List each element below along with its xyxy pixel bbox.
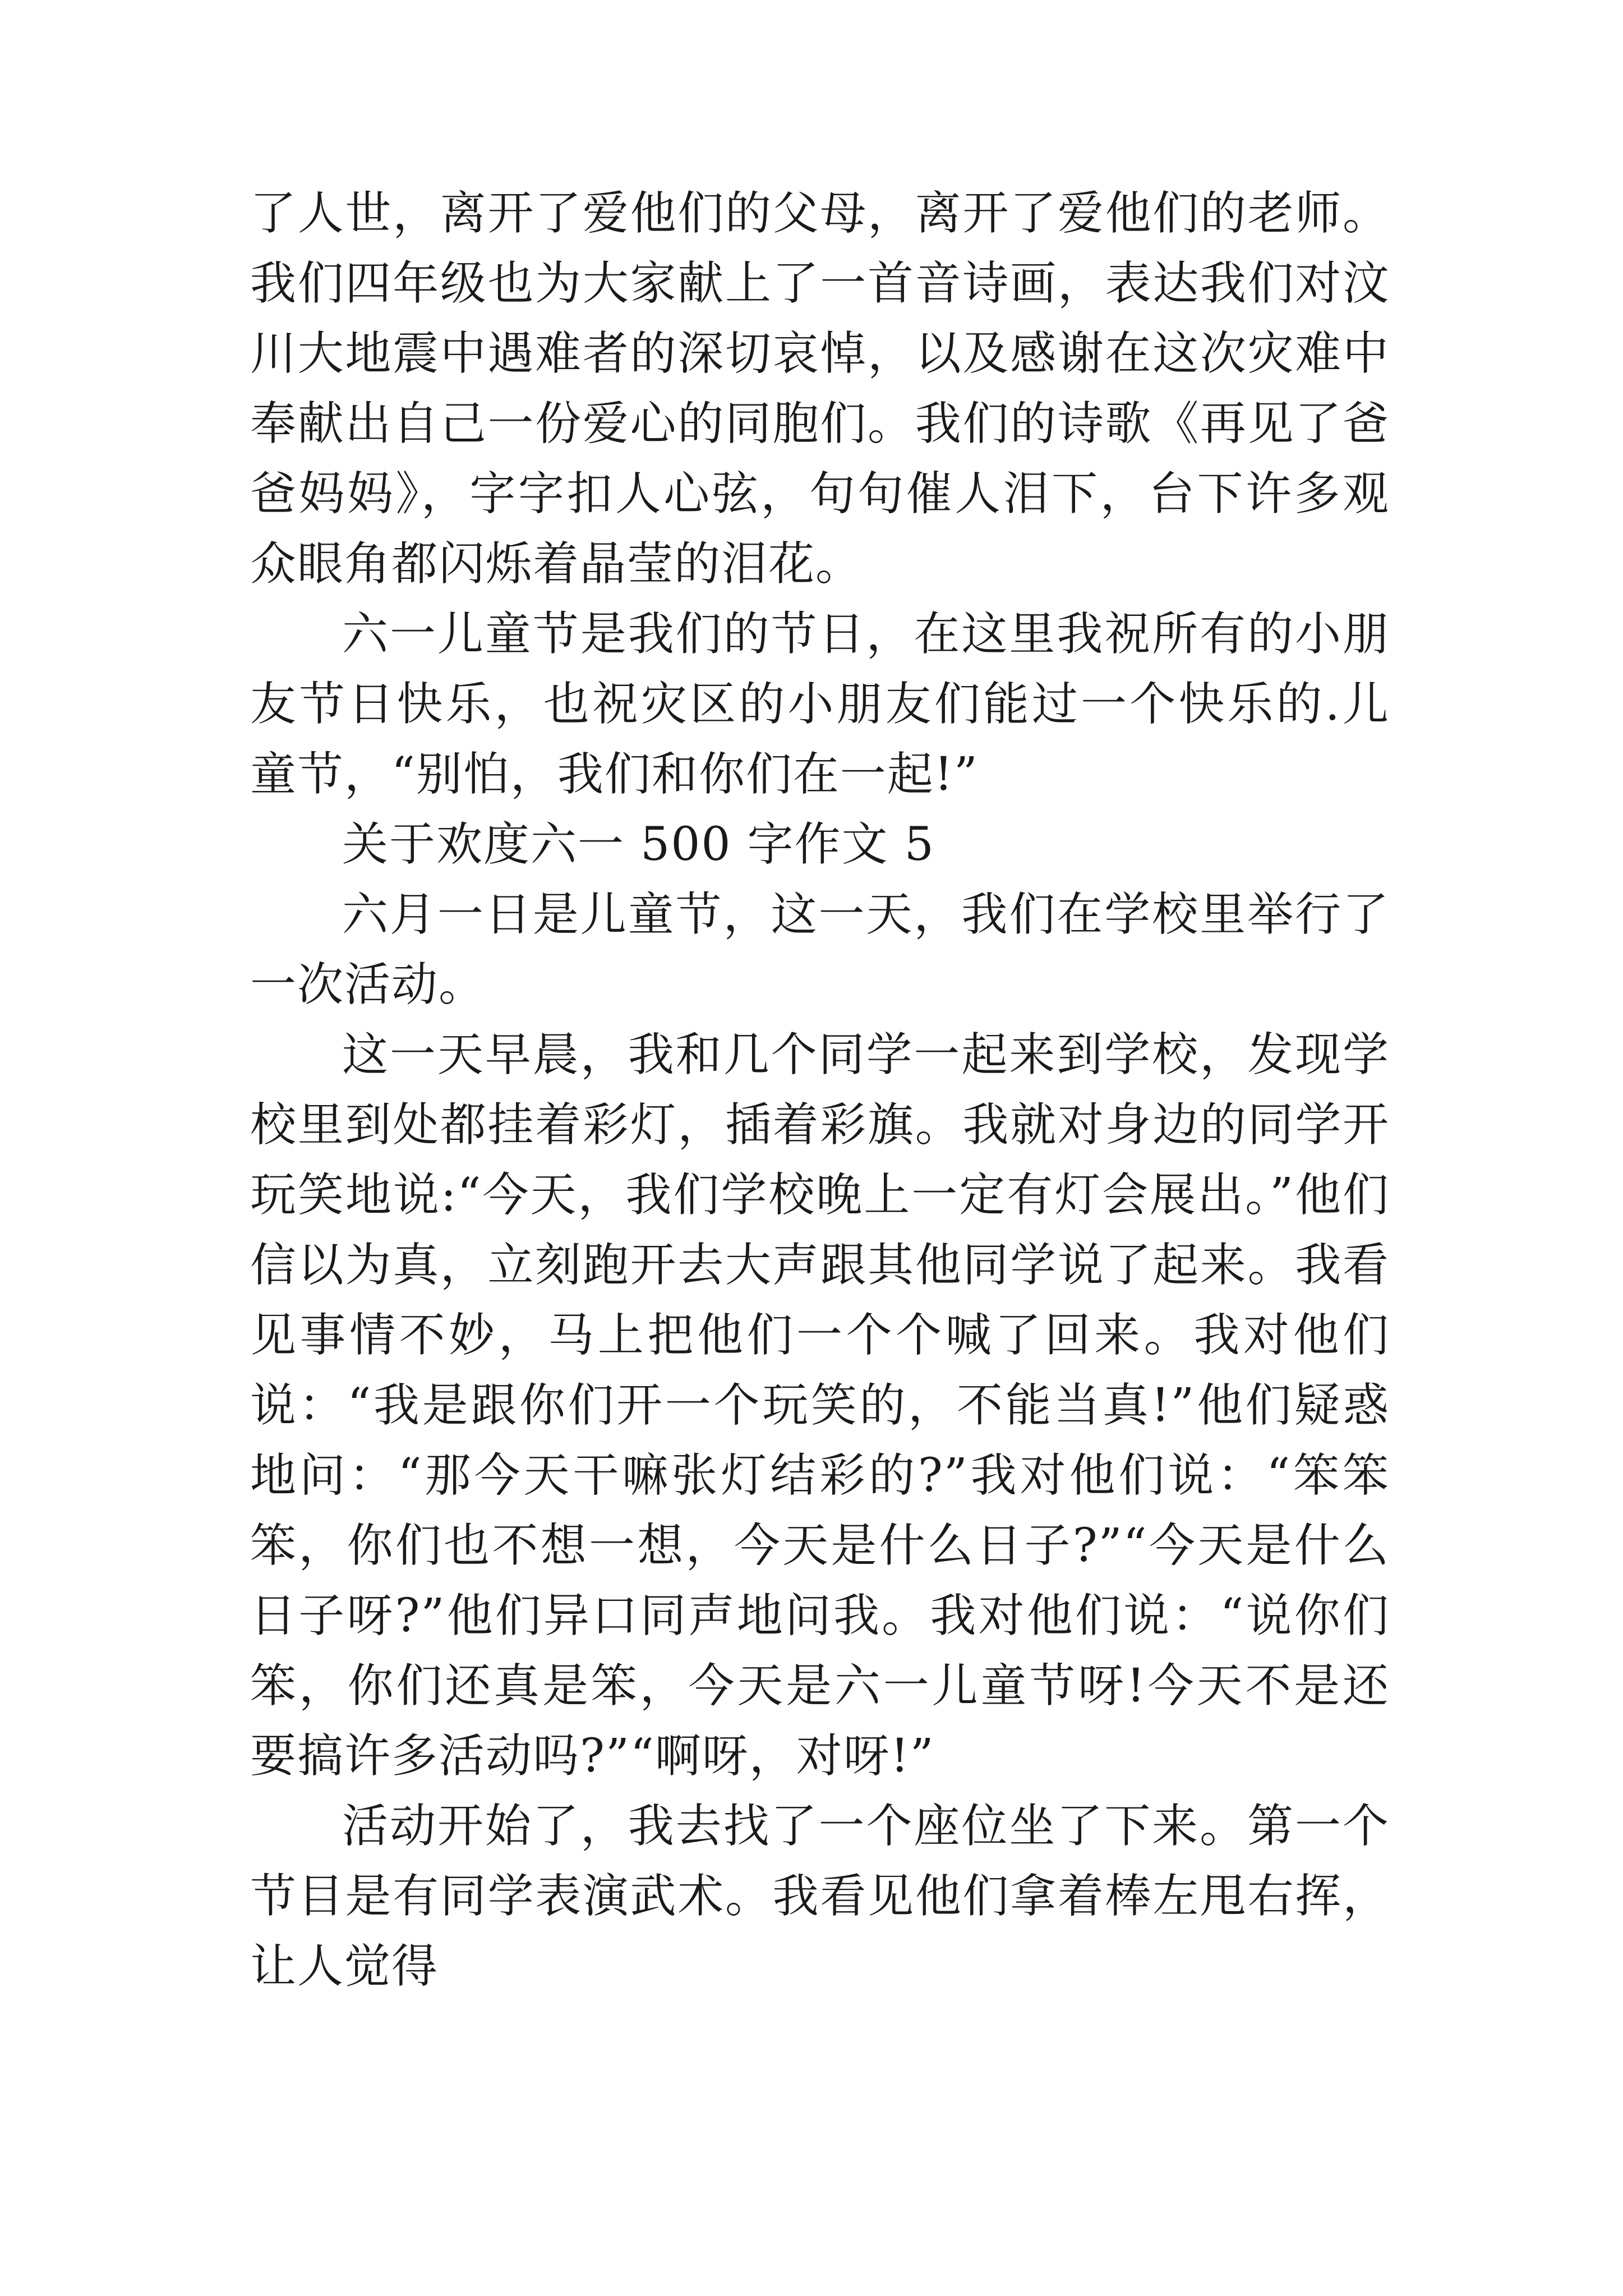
paragraph-continuation: 了人世，离开了爱他们的父母，离开了爱他们的老师。我们四年级也为大家献上了一首音诗画，表达我们对汶川大地震中遇难者的深切哀悼，以及感谢在这次灾难中奉献出自己一份爱心的同胞们。我们的诗歌《再见了爸爸妈妈》，字字扣人心弦，句句催人泪下，台下许多观众眼角都闪烁着晶莹的泪花。 — [250, 187, 1390, 591]
paragraph-childrens-day-wish: 六一儿童节是我们的节日，在这里我祝所有的小朋友节日快乐，也祝灾区的小朋友们能过一个快乐的.儿童节，“别怕，我们和你们在一起!” — [250, 608, 1390, 801]
paragraph-morning: 这一天早晨，我和几个同学一起来到学校，发现学校里到处都挂着彩灯，插着彩旗。我就对身边的同学开玩笑地说:“今天，我们学校晚上一定有灯会展出。”他们信以为真，立刻跑开去大声跟其他同学说了起来。我看见事情不妙，马上把他们一个个喊了回来。我对他们说：“我是跟你们开一个玩笑的，不能当真!”他们疑惑地问：“那今天干嘛张灯结彩的?”我对他们说：“笨笨笨，你们也不想一想，今天是什么日子?”“今天是什么日子呀?”他们异口同声地问我。我对他们说：“说你们笨，你们还真是笨，今天是六一儿童节呀!今天不是还要搞许多活动吗?”“啊呀，对呀!” — [250, 1028, 1390, 1783]
paragraph-activity-start: 活动开始了，我去找了一个座位坐了下来。第一个节目是有同学表演武术。我看见他们拿着棒左甩右挥，让人觉得 — [250, 1800, 1390, 1993]
essay-heading: 关于欢度六一 500 字作文 5 — [342, 818, 935, 871]
paragraph-intro: 六月一日是儿童节，这一天，我们在学校里举行了一次活动。 — [250, 888, 1390, 1011]
document-body — [250, 178, 1390, 2001]
